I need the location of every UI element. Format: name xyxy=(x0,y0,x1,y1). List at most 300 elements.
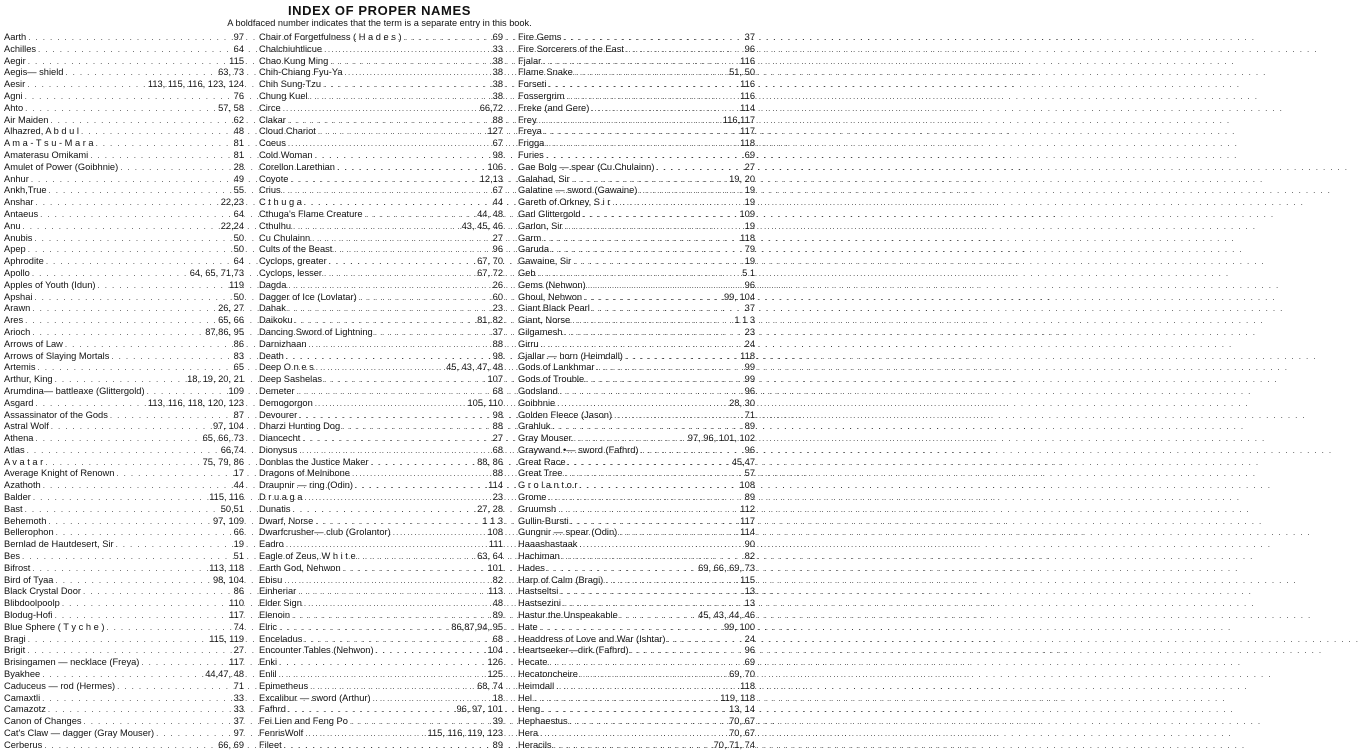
dot-leader xyxy=(393,527,486,539)
entry-term: Air Maiden xyxy=(4,114,49,125)
entry-term: Agni xyxy=(4,90,23,101)
entry-pages: 71 xyxy=(744,409,755,420)
index-entry xyxy=(259,669,503,681)
index-entry xyxy=(518,162,755,174)
entry-pages: 75, 79, 86 xyxy=(202,456,244,467)
dot-leader xyxy=(355,480,486,492)
index-entry xyxy=(518,351,755,363)
entry-term: Clakar xyxy=(259,114,286,125)
entry-term: Arawn xyxy=(4,303,31,314)
index-entry xyxy=(518,504,755,516)
dot-leader xyxy=(575,67,727,79)
entry-term: Heimdall xyxy=(518,680,555,691)
dot-leader xyxy=(38,362,232,374)
index-entry xyxy=(259,516,503,528)
dot-leader xyxy=(147,386,227,398)
index-entry xyxy=(518,103,755,115)
entry-term: Apep xyxy=(4,244,26,255)
entry-pages: 69 xyxy=(744,657,755,668)
entry-pages: 96 xyxy=(744,645,755,656)
entry-term: Great Tree xyxy=(518,468,563,479)
index-entry xyxy=(4,162,244,174)
index-entry xyxy=(4,575,244,587)
entry-pages: 63, 73 xyxy=(218,67,244,78)
entry-term: Gods of Lankhmar xyxy=(518,362,595,373)
index-entry xyxy=(259,115,503,127)
index-entry xyxy=(259,79,503,91)
index-entry xyxy=(4,433,244,445)
entry-pages: 63, 64 xyxy=(477,551,503,562)
entry-pages: 50 xyxy=(233,291,244,302)
entry-term: Chair of Forgetfulness ( H a d e s ) xyxy=(259,32,402,42)
index-entry xyxy=(518,327,755,339)
index-entry xyxy=(259,457,503,469)
entry-term: Cyclops, lesser xyxy=(259,267,323,278)
dot-leader xyxy=(546,138,738,150)
index-entry xyxy=(518,492,755,504)
entry-pages: 125 xyxy=(487,669,503,680)
entry-pages: 98 xyxy=(492,149,503,160)
index-entry xyxy=(518,362,755,374)
dot-leader xyxy=(304,492,490,504)
entry-pages: 117 xyxy=(229,657,244,668)
entry-term: Ares xyxy=(4,315,24,326)
dot-leader xyxy=(55,610,228,622)
entry-pages: 105, 110 xyxy=(467,397,503,408)
index-entry xyxy=(4,645,244,657)
index-entry xyxy=(4,457,244,469)
entry-term: Cu Chulainn xyxy=(259,232,311,243)
entry-pages: 33 xyxy=(492,43,503,54)
entry-pages: 117 xyxy=(740,515,755,526)
dot-leader xyxy=(544,126,738,138)
index-entry xyxy=(4,221,244,233)
entry-term: Bernlad de Hautdesert, Sir xyxy=(4,539,114,550)
entry-term: Bes xyxy=(4,551,21,562)
dot-leader xyxy=(31,174,232,186)
entry-pages: 22,24 xyxy=(220,220,244,231)
index-entry xyxy=(518,527,755,539)
dot-leader xyxy=(304,197,491,209)
entry-pages: 19, 20 xyxy=(729,173,755,184)
entry-term: Elenoin xyxy=(259,610,291,621)
entry-pages: 64 xyxy=(233,208,244,219)
index-entry xyxy=(4,480,244,492)
dot-leader xyxy=(40,209,232,221)
dot-leader xyxy=(310,91,491,103)
dot-leader xyxy=(546,150,743,162)
index-entry xyxy=(4,351,244,363)
entry-term: Gruumsh xyxy=(518,503,557,514)
entry-term: Deep O n e s xyxy=(259,362,314,373)
entry-term: Gareth of Orkney, S i r xyxy=(518,197,611,208)
entry-term: Heartseeker—dirk (Fafhrd) xyxy=(518,645,629,656)
index-entry xyxy=(4,209,244,221)
entry-pages: 44, 48 xyxy=(477,208,503,219)
dot-leader xyxy=(141,657,227,669)
dot-leader xyxy=(283,103,478,115)
entry-pages: 22,23 xyxy=(220,197,244,208)
index-entry xyxy=(259,398,503,410)
entry-term: Azathoth xyxy=(4,480,41,491)
dot-leader xyxy=(580,669,727,681)
entry-term: Godsland xyxy=(518,385,558,396)
index-entry xyxy=(518,575,755,587)
dot-leader xyxy=(22,551,232,563)
entry-term: Garm xyxy=(518,232,542,243)
index-entry xyxy=(259,67,503,79)
index-entry xyxy=(518,315,755,327)
dot-leader xyxy=(345,67,491,79)
index-entry xyxy=(259,268,503,280)
entry-pages: 50 xyxy=(233,244,244,255)
index-entry xyxy=(259,563,503,575)
index-entry xyxy=(259,645,503,657)
entry-term: Draupnir — ring (Odin) xyxy=(259,480,354,491)
index-entry xyxy=(518,374,755,386)
index-entry xyxy=(518,386,755,398)
dot-leader xyxy=(38,44,232,56)
index-entry xyxy=(518,657,755,669)
dot-leader xyxy=(365,209,476,221)
entry-term: Dagda xyxy=(259,279,287,290)
index-entry xyxy=(259,693,503,705)
dot-leader xyxy=(48,704,232,716)
dot-leader xyxy=(28,634,207,646)
entry-pages: 19 xyxy=(744,220,755,231)
index-entry xyxy=(518,185,755,197)
index-entry xyxy=(259,681,503,693)
index-entry xyxy=(259,150,503,162)
dot-leader xyxy=(312,233,490,245)
index-column-2 xyxy=(259,32,503,752)
index-entry xyxy=(518,704,755,716)
dot-leader xyxy=(96,138,232,150)
dot-leader xyxy=(626,44,743,56)
entry-pages: 114 xyxy=(740,102,755,113)
index-entry xyxy=(4,398,244,410)
index-entry xyxy=(518,268,755,280)
index-entry xyxy=(4,374,244,386)
dot-leader xyxy=(540,728,727,740)
dot-leader xyxy=(279,622,449,634)
index-entry xyxy=(4,563,244,575)
dot-leader xyxy=(45,457,200,469)
entry-pages: 96 xyxy=(744,43,755,54)
entry-term: Byakhee xyxy=(4,669,41,680)
index-entry xyxy=(518,32,755,44)
entry-pages: 48 xyxy=(233,126,244,137)
index-entry xyxy=(4,492,244,504)
entry-term: Aegir xyxy=(4,55,26,66)
entry-term: Cthulhu xyxy=(259,220,292,231)
index-entry xyxy=(4,386,244,398)
index-entry xyxy=(518,716,755,728)
entry-pages: 37 xyxy=(744,32,755,42)
entry-term: A m a - T s u - M a r a xyxy=(4,138,94,149)
entry-pages: 13 xyxy=(744,586,755,597)
entry-term: Deep Sashelas xyxy=(259,374,323,385)
entry-term: Asgard xyxy=(4,397,34,408)
entry-term: Arrows of Law xyxy=(4,338,63,349)
index-entry xyxy=(259,634,503,646)
entry-term: Gjallar — horn (Heimdall) xyxy=(518,350,623,361)
dot-leader xyxy=(324,268,475,280)
index-entry xyxy=(4,669,244,681)
index-entry xyxy=(259,315,503,327)
index-entry xyxy=(518,516,755,528)
index-entry xyxy=(518,681,755,693)
entry-term: Bird of Tyaa xyxy=(4,574,54,585)
entry-term: Frigga xyxy=(518,138,545,149)
dot-leader xyxy=(28,56,227,68)
entry-term: Frey xyxy=(518,114,537,125)
entry-term: Forseti xyxy=(518,79,547,90)
entry-pages: 68 xyxy=(492,444,503,455)
entry-pages: 109 xyxy=(228,385,244,396)
entry-term: Enki xyxy=(259,657,278,668)
dot-leader xyxy=(567,91,739,103)
entry-term: Achilles xyxy=(4,43,37,54)
dot-leader xyxy=(358,551,476,563)
entry-term: D r u a g a xyxy=(259,492,303,503)
entry-term: Athena xyxy=(4,433,34,444)
entry-pages: 64, 65, 71,73 xyxy=(189,267,244,278)
entry-pages: 117 xyxy=(740,126,755,137)
dot-leader xyxy=(23,221,219,233)
entry-pages: 19 xyxy=(233,539,244,550)
entry-pages: 116 xyxy=(740,90,755,101)
entry-pages: 86 xyxy=(233,586,244,597)
entry-term: Blibdoolpoolp xyxy=(4,598,60,609)
entry-term: Cyclops, greater xyxy=(259,256,327,267)
entry-term: Dwarfcrusher— club (Grolantor) xyxy=(259,527,391,538)
entry-term: Galahad, Sir xyxy=(518,173,570,184)
page-subtitle: A boldfaced number indicates that the term is a separate entry in this book. xyxy=(227,18,532,28)
entry-pages: 97 xyxy=(233,32,244,42)
entry-pages: 65, 66 xyxy=(218,315,244,326)
index-entry xyxy=(4,504,244,516)
entry-term: Fjalar xyxy=(518,55,542,66)
entry-term: Camazotz xyxy=(4,704,46,715)
index-entry xyxy=(518,91,755,103)
index-entry xyxy=(4,716,244,728)
dot-leader xyxy=(639,185,742,197)
dot-leader xyxy=(27,645,231,657)
index-entry xyxy=(518,79,755,91)
index-entry xyxy=(518,339,755,351)
entry-pages: 23 xyxy=(492,492,503,503)
dot-leader xyxy=(543,56,738,68)
entry-term: Chao Kung Ming xyxy=(259,55,329,66)
entry-term: Anubis xyxy=(4,232,33,243)
index-entry xyxy=(259,56,503,68)
index-entry xyxy=(4,693,244,705)
dot-leader xyxy=(310,681,475,693)
dot-leader xyxy=(563,598,743,610)
entry-term: Apollo xyxy=(4,267,30,278)
entry-term: Fileet xyxy=(259,739,282,750)
entry-term: Hera xyxy=(518,728,539,739)
entry-pages: 89 xyxy=(492,739,503,750)
entry-term: Fire Gems xyxy=(518,32,562,42)
index-entry xyxy=(4,516,244,528)
entry-term: Coyote xyxy=(259,173,289,184)
index-column-3 xyxy=(518,32,755,752)
dot-leader xyxy=(560,586,742,598)
entry-pages: 57, 58 xyxy=(218,102,244,113)
entry-term: Furies xyxy=(518,149,544,160)
entry-pages: 68, 74 xyxy=(477,680,503,691)
index-entry xyxy=(4,681,244,693)
index-entry xyxy=(518,67,755,79)
entry-term: Coeus xyxy=(259,138,286,149)
entry-pages: 62 xyxy=(233,114,244,125)
entry-pages: 118 xyxy=(740,680,755,691)
entry-pages: 99, 100 xyxy=(723,621,755,632)
index-entry xyxy=(4,56,244,68)
entry-pages: 13 xyxy=(744,598,755,609)
entry-pages: 115, 116 xyxy=(209,492,244,503)
entry-term: Eadro xyxy=(259,539,284,550)
entry-term: Hastur the Unspeakable xyxy=(518,610,618,621)
dot-leader xyxy=(34,233,231,245)
dot-leader xyxy=(309,339,491,351)
entry-pages: 117 xyxy=(229,610,244,621)
index-entry xyxy=(518,256,755,268)
entry-pages: 90 xyxy=(744,539,755,550)
entry-pages: 5 1 xyxy=(742,267,755,278)
index-entry xyxy=(518,539,755,551)
index-entry xyxy=(518,563,755,575)
entry-term: Gems (Nehwon) xyxy=(518,279,586,290)
dot-leader xyxy=(286,539,487,551)
dot-leader xyxy=(318,126,486,138)
entry-term: Hastsezini xyxy=(518,598,561,609)
index-entry xyxy=(259,740,503,752)
dot-leader xyxy=(564,327,742,339)
entry-term: Grome xyxy=(518,492,547,503)
index-entry xyxy=(259,244,503,256)
dot-leader xyxy=(279,669,486,681)
index-entry xyxy=(259,32,503,44)
dot-leader xyxy=(110,410,232,422)
dot-leader xyxy=(350,716,491,728)
index-entry xyxy=(4,362,244,374)
entry-pages: 89 xyxy=(492,610,503,621)
entry-pages: 66, 69 xyxy=(218,739,244,750)
entry-term: Gray Mouser xyxy=(518,433,572,444)
entry-pages: 44 xyxy=(233,480,244,491)
index-entry xyxy=(4,539,244,551)
entry-pages: 111 xyxy=(488,539,503,550)
entry-pages: 65 xyxy=(233,362,244,373)
index-entry xyxy=(4,115,244,127)
index-entry xyxy=(4,280,244,292)
entry-term: Ebisu xyxy=(259,574,283,585)
dot-leader xyxy=(570,716,728,728)
page-title: INDEX OF PROPER NAMES xyxy=(287,3,472,18)
entry-term: Cults of the Beast xyxy=(259,244,333,255)
index-entry xyxy=(259,728,503,740)
index-entry xyxy=(518,150,755,162)
index-entry xyxy=(518,221,755,233)
entry-pages: 60 xyxy=(492,291,503,302)
index-entry xyxy=(4,468,244,480)
entry-pages: 96 xyxy=(492,244,503,255)
index-entry xyxy=(4,740,244,752)
entry-pages: 44,47, 48 xyxy=(205,669,244,680)
entry-pages: 67 xyxy=(492,185,503,196)
dot-leader xyxy=(605,575,738,587)
entry-term: Dionysus xyxy=(259,444,298,455)
index-entry xyxy=(259,551,503,563)
index-entry xyxy=(259,233,503,245)
entry-pages: 115 xyxy=(740,574,755,585)
index-entry xyxy=(4,174,244,186)
dot-leader xyxy=(323,79,491,91)
dot-leader xyxy=(614,410,743,422)
index-entry xyxy=(4,233,244,245)
entry-term: Chung Kuel xyxy=(259,90,308,101)
entry-pages: 88 xyxy=(492,114,503,125)
entry-term: Cold Woman xyxy=(259,149,313,160)
entry-term: Anu xyxy=(4,220,21,231)
entry-pages: 118 xyxy=(740,138,755,149)
entry-pages: 79 xyxy=(744,244,755,255)
entry-pages: 96 xyxy=(744,279,755,290)
entry-term: Garuda xyxy=(518,244,550,255)
entry-pages: 97, 96, 101, 102 xyxy=(687,433,755,444)
entry-term: Goibhnie xyxy=(518,397,556,408)
dot-leader xyxy=(375,327,491,339)
index-entry xyxy=(259,386,503,398)
entry-term: Aegis— shield xyxy=(4,67,64,78)
entry-pages: 115 xyxy=(229,55,244,66)
entry-pages: 97, 104 xyxy=(212,421,244,432)
dot-leader xyxy=(65,339,232,351)
index-entry xyxy=(518,44,755,56)
entry-pages: 108 xyxy=(487,527,503,538)
entry-term: Anshar xyxy=(4,197,34,208)
index-entry xyxy=(259,504,503,516)
index-entry xyxy=(259,421,503,433)
index-entry xyxy=(518,622,755,634)
index-entry xyxy=(518,551,755,563)
index-entry xyxy=(518,233,755,245)
dot-leader xyxy=(352,468,491,480)
dot-leader xyxy=(25,504,219,516)
index-entry xyxy=(518,115,755,127)
entry-pages: 23 xyxy=(492,303,503,314)
entry-pages: 38 xyxy=(492,90,503,101)
entry-term: Dancing Sword of Lightning xyxy=(259,326,373,337)
entry-term: Atlas xyxy=(4,444,25,455)
dot-leader xyxy=(98,280,228,292)
index-entry xyxy=(4,138,244,150)
entry-term: Galatine — sword (Gawaine) xyxy=(518,185,638,196)
index-entry xyxy=(259,103,503,115)
dot-leader xyxy=(553,421,743,433)
entry-pages: 37 xyxy=(492,326,503,337)
index-entry xyxy=(518,693,755,705)
index-entry xyxy=(259,185,503,197)
dot-leader xyxy=(117,681,232,693)
entry-term: Devourer xyxy=(259,409,298,420)
index-entry xyxy=(259,539,503,551)
index-entry xyxy=(259,575,503,587)
entry-term: Dahak xyxy=(259,303,286,314)
